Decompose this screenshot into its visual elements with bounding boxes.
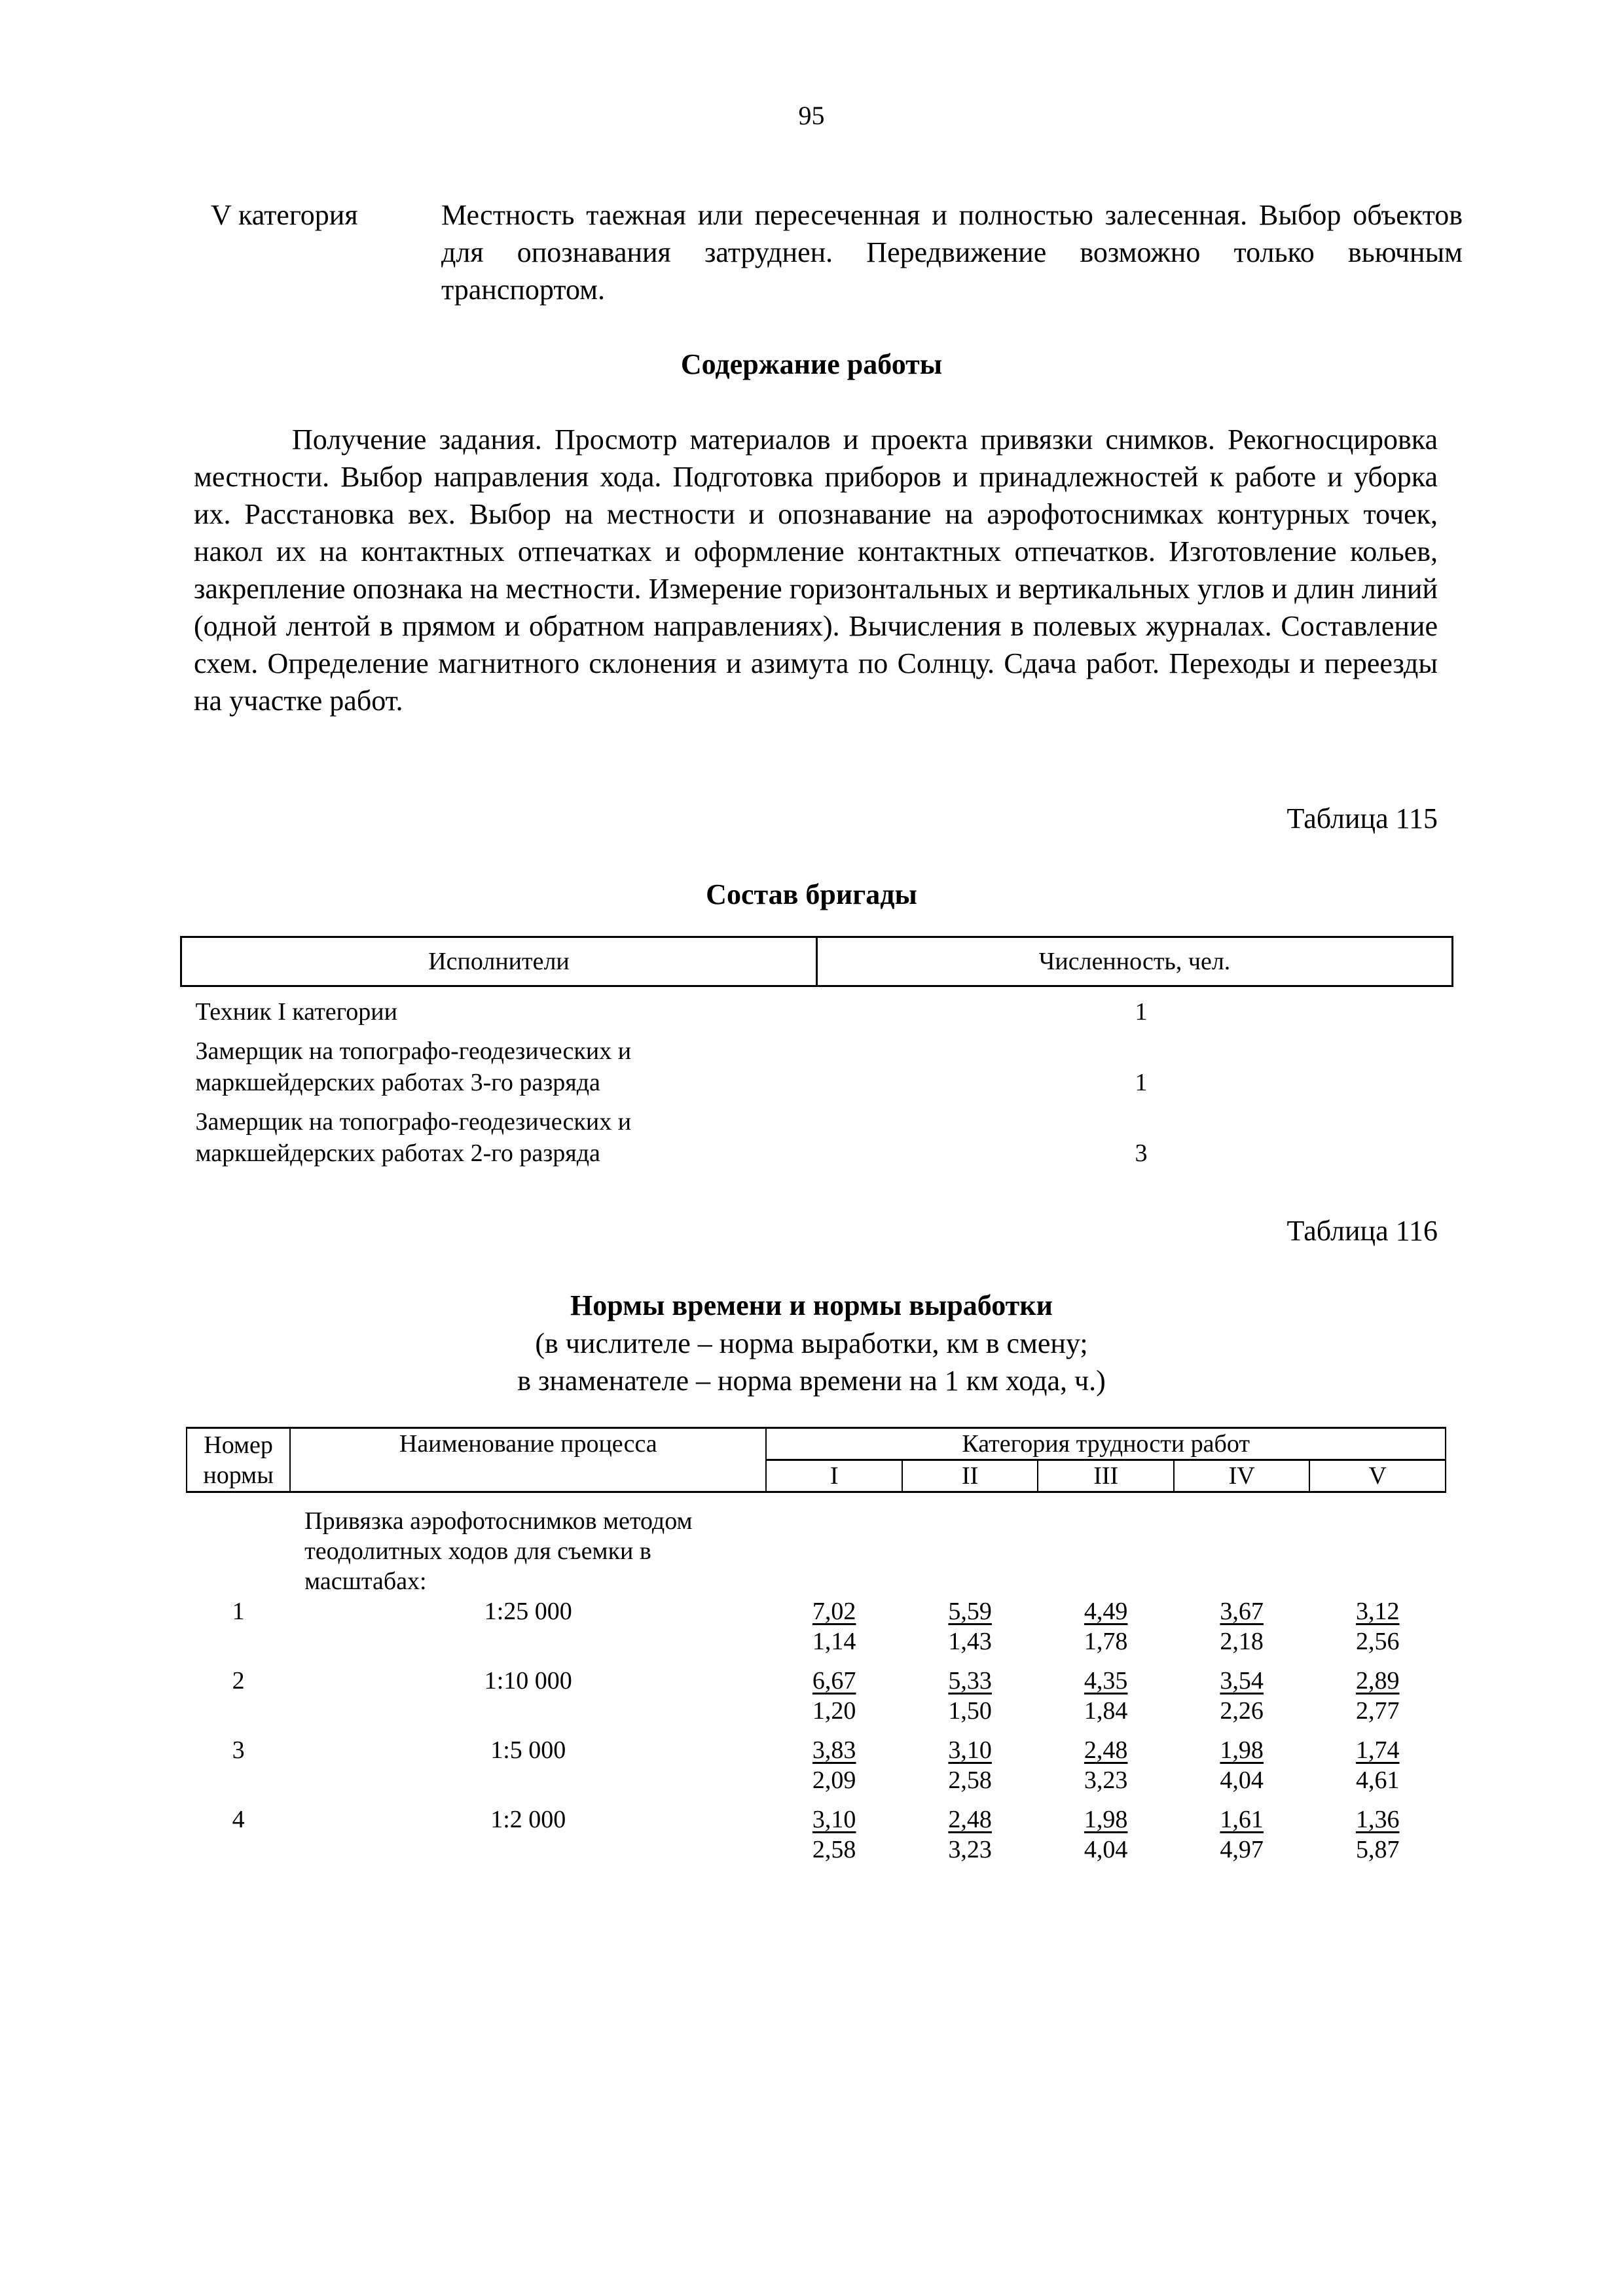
performer-name [181, 1098, 817, 1169]
norm-value-cell [1038, 1596, 1174, 1666]
time-norm: 1,78 [1084, 1628, 1128, 1655]
category-v-description: Местность таежная или пересеченная и полностью залесенная. Выбор объектов для опознавания затруднен. Передвижение возможно только вьючным транспортом. [441, 199, 1463, 306]
process-intro [290, 1492, 766, 1597]
survey-scale: 1:10 000 [484, 1667, 572, 1695]
time-norm: 5,87 [1355, 1836, 1400, 1863]
norm-number: 3 [232, 1736, 245, 1764]
norm-value-cell [766, 1804, 902, 1874]
header-norm-number-line: Номер [204, 1431, 273, 1459]
norm-fraction [1084, 1666, 1128, 1726]
time-norm: 3,23 [1084, 1767, 1128, 1794]
norm-fraction [1220, 1804, 1264, 1865]
norm-fraction [812, 1666, 856, 1726]
header-category-iv: IV [1174, 1460, 1310, 1492]
time-norm: 2,09 [812, 1767, 856, 1794]
table-row [181, 1098, 1453, 1169]
norm-number: 4 [232, 1806, 245, 1833]
norm-value-cell [1038, 1804, 1174, 1874]
table-row [187, 1804, 1446, 1874]
table-row [187, 1735, 1446, 1804]
table-116-label: Таблица 116 [1286, 1215, 1438, 1247]
header-process-name: Наименование процесса [290, 1428, 766, 1492]
output-norm: 2,48 [1084, 1736, 1128, 1764]
time-norm: 2,56 [1355, 1628, 1400, 1655]
norm-fraction [812, 1804, 856, 1865]
output-norm: 1,98 [1084, 1806, 1128, 1833]
norm-value-cell [766, 1666, 902, 1735]
norm-value-cell [1309, 1804, 1446, 1874]
header-headcount: Численность, чел. [817, 937, 1453, 986]
table-116-subtitle-denominator: в знаменателе – норма времени на 1 км хода, ч.) [517, 1365, 1106, 1397]
norm-value-cell [1174, 1804, 1310, 1874]
header-category-ii: II [902, 1460, 1038, 1492]
output-norm: 5,33 [948, 1667, 992, 1695]
time-norm: 4,97 [1220, 1836, 1264, 1863]
survey-scale: 1:25 000 [484, 1598, 572, 1625]
norm-fraction [1356, 1804, 1400, 1865]
table-116-subtitle-numerator: (в числителе – норма выработки, км в смену; [535, 1327, 1088, 1359]
norm-value-cell [1038, 1735, 1174, 1804]
norm-value-cell [1174, 1735, 1310, 1804]
norm-fraction [1084, 1804, 1128, 1865]
norm-value-cell [1174, 1596, 1310, 1666]
norm-value-cell [1309, 1735, 1446, 1804]
output-norm: 2,48 [948, 1806, 992, 1833]
process-intro-line: Привязка аэрофотоснимков методом [304, 1507, 693, 1535]
crew-composition-table [180, 936, 1453, 1169]
empty-cell [187, 1492, 290, 1597]
output-norm: 7,02 [812, 1598, 856, 1625]
header-performers: Исполнители [181, 937, 817, 986]
time-norm: 2,58 [812, 1836, 856, 1863]
output-norm: 1,61 [1220, 1806, 1264, 1833]
output-norm: 3,10 [812, 1806, 856, 1833]
output-norm: 4,49 [1084, 1598, 1128, 1625]
time-norm: 4,04 [1220, 1767, 1264, 1794]
time-norm: 2,26 [1220, 1697, 1264, 1725]
time-norm: 1,50 [948, 1697, 992, 1725]
norm-fraction [1220, 1666, 1264, 1726]
norm-value-cell [902, 1596, 1038, 1666]
output-norm: 3,67 [1220, 1598, 1264, 1625]
header-category-iii: III [1038, 1460, 1174, 1492]
norm-fraction [948, 1735, 992, 1795]
table-115-title: Состав бригады [706, 878, 917, 910]
norm-value-cell [766, 1596, 902, 1666]
time-norm: 1,84 [1084, 1697, 1128, 1725]
header-category-i: I [766, 1460, 902, 1492]
output-norm: 3,10 [948, 1736, 992, 1764]
performer-name [181, 986, 817, 1028]
performer-name-line: маркшейдерских работах 3-го разряда [195, 1069, 600, 1096]
performer-count: 1 [1135, 1069, 1148, 1096]
norm-value-cell [1309, 1596, 1446, 1666]
norm-value-cell [902, 1666, 1038, 1735]
table-115-label: Таблица 115 [1286, 802, 1438, 834]
time-norm: 2,77 [1355, 1697, 1400, 1725]
output-norm: 1,36 [1355, 1806, 1400, 1833]
time-norm: 1,43 [948, 1628, 992, 1655]
performer-count: 1 [1135, 998, 1148, 1026]
norm-fraction [1356, 1735, 1400, 1795]
process-intro-line: теодолитных ходов для съемки в [304, 1537, 651, 1565]
norm-value-cell [902, 1735, 1038, 1804]
survey-scale: 1:2 000 [490, 1806, 566, 1833]
output-norm: 2,89 [1355, 1667, 1400, 1695]
process-intro-row [187, 1492, 1446, 1597]
process-intro-line: масштабах: [304, 1568, 427, 1595]
time-norm: 1,20 [812, 1697, 856, 1725]
time-output-norms-table [186, 1427, 1446, 1874]
norm-fraction [1356, 1596, 1400, 1657]
table-row [187, 1596, 1446, 1666]
empty-cell [766, 1492, 1446, 1597]
table-row [187, 1666, 1446, 1735]
norm-fraction [948, 1804, 992, 1865]
norm-fraction [812, 1735, 856, 1795]
time-norm: 1,14 [812, 1628, 856, 1655]
performer-count: 3 [1135, 1139, 1148, 1167]
work-content-title: Содержание работы [680, 348, 943, 380]
performer-name-line: Техник I категории [195, 998, 397, 1026]
table-116-title: Нормы времени и нормы выработки [570, 1289, 1053, 1321]
norm-number: 2 [232, 1667, 245, 1695]
table-row [181, 1028, 1453, 1098]
output-norm: 3,54 [1220, 1667, 1264, 1695]
norm-fraction [1220, 1596, 1264, 1657]
output-norm: 3,12 [1355, 1598, 1400, 1625]
header-norm-number [187, 1428, 290, 1492]
output-norm: 1,98 [1220, 1736, 1264, 1764]
performer-name-line: Замерщик на топографо-геодезических и [195, 1108, 632, 1136]
work-content-paragraph: Получение задания. Просмотр материалов и проекта привязки снимков. Рекогносцировка местности. Выбор направления хода. Подготовка приборов и принадлежностей к работе и уборка их. Расстановка вех. Выбор на местности и опознавание на аэрофотоснимках контурных точек, накол их на контактных отпечатках и оформление контактных отпечатков. Изготовление кольев, закрепление опознака на местности. Измерение горизонтальных и вертикальных углов и длин линий (одной лентой в прямом и обратном направлениях). Вычисления в полевых журналах. Составление схем. Определение магнитного склонения и азимута по Солнцу. Сдача работ. Переходы и переезды на участке работ. [194, 423, 1438, 717]
norm-fraction [1084, 1735, 1128, 1795]
survey-scale: 1:5 000 [490, 1736, 566, 1764]
time-norm: 3,23 [948, 1836, 992, 1863]
output-norm: 3,83 [812, 1736, 856, 1764]
norm-value-cell [1309, 1666, 1446, 1735]
time-norm: 2,18 [1220, 1628, 1264, 1655]
norm-fraction [948, 1596, 992, 1657]
header-category-v: V [1309, 1460, 1446, 1492]
output-norm: 6,67 [812, 1667, 856, 1695]
performer-name-line: Замерщик на топографо-геодезических и [195, 1037, 632, 1065]
output-norm: 1,74 [1355, 1736, 1400, 1764]
norm-fraction [812, 1596, 856, 1657]
time-norm: 4,61 [1355, 1767, 1400, 1794]
output-norm: 5,59 [948, 1598, 992, 1625]
table-row [181, 986, 1453, 1028]
performer-name [181, 1028, 817, 1098]
norm-fraction [948, 1666, 992, 1726]
norm-value-cell [1038, 1666, 1174, 1735]
norm-fraction [1084, 1596, 1128, 1657]
norm-value-cell [1174, 1666, 1310, 1735]
performer-name-line: маркшейдерских работах 2-го разряда [195, 1139, 600, 1167]
page-number: 95 [798, 101, 825, 130]
header-norm-number-line: нормы [203, 1461, 274, 1489]
norm-fraction [1220, 1735, 1264, 1795]
norm-number: 1 [232, 1598, 245, 1625]
category-v-label: V категория [211, 199, 358, 231]
time-norm: 2,58 [948, 1767, 992, 1794]
header-difficulty-category: Категория трудности работ [766, 1428, 1446, 1460]
norm-value-cell [902, 1804, 1038, 1874]
output-norm: 4,35 [1084, 1667, 1128, 1695]
norm-fraction [1356, 1666, 1400, 1726]
norm-value-cell [766, 1735, 902, 1804]
time-norm: 4,04 [1084, 1836, 1128, 1863]
